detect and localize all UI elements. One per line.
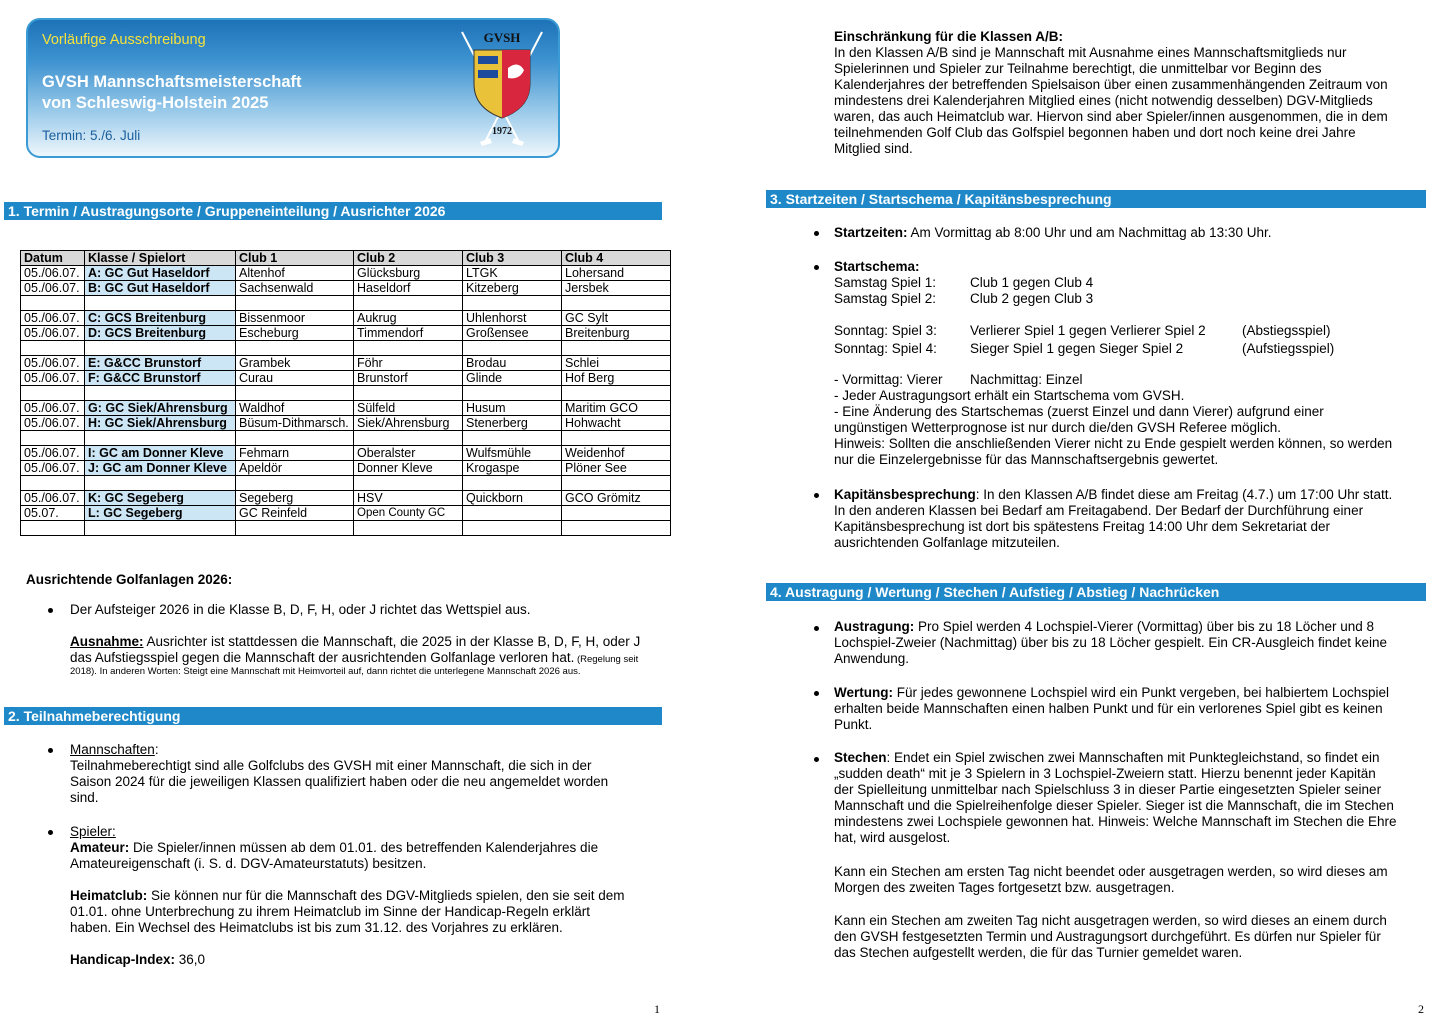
startzeiten-label: Startzeiten: [834,225,908,240]
handicap-value: 36,0 [175,952,206,967]
text-line: ungünstigen Wetterprognose ist nur durch die/den GVSH Referee möglich. [834,420,1282,435]
table-cell [85,386,236,401]
page-number-left: 1 [654,1002,660,1016]
table-row [21,326,671,341]
table-cell: Stenerberg [463,416,562,431]
col-header: Klasse / Spielort [85,251,236,266]
einschraenkung-heading: Einschränkung für die Klassen A/B: [834,29,1064,44]
logo-year: 1972 [492,126,512,137]
table-cell [354,341,463,356]
table-row [21,341,671,356]
table-cell: Kitzeberg [463,281,562,296]
table-row [21,401,671,416]
banner-title-line2: von Schleswig-Holstein 2025 [42,94,269,112]
text-line: Spielerinnen und Spieler zur Teilnahme berechtigt, die unmittelbar vor Beginn des [834,61,1322,76]
kapitaen-label: Kapitänsbesprechung [834,487,976,502]
col-header: Club 2 [354,251,463,266]
text-line: teilnehmenden Golf Club das Golfspiel begonnen haben und dort noch keine drei Jahre [834,125,1356,140]
table-row [21,371,671,386]
group-table-body [21,251,671,536]
table-cell: Fehmarn [236,446,354,461]
table-cell: 05./06.07. [21,371,85,386]
text-line: den GVSH festgesetzten Termin und Austragungsort durchgeführt. Es dürfen nur Spieler für [834,929,1381,944]
bullet-icon [814,493,819,498]
table-cell: G: GC Siek/Ahrensburg [85,401,236,416]
table-cell [21,431,85,446]
table-row [21,431,671,446]
table-cell: Oberalster [354,446,463,461]
table-cell: 05./06.07. [21,281,85,296]
table-cell: Glücksburg [354,266,463,281]
table-cell: Großensee [463,326,562,341]
text-line: - Jeder Austragungsort erhält ein Startschema vom GVSH. [834,388,1185,403]
col-header: Club 4 [562,251,671,266]
heimatclub-line1: Sie können nur für die Mannschaft des DGV-Mitglieds spielen, den sie seit dem [147,888,625,903]
schema-day: Samstag Spiel 2: [834,291,937,306]
banner-title [42,72,302,114]
stechen-line1: : Endet ein Spiel zwischen zwei Mannschaften mit Punktegleichstand, so findet ein [886,750,1380,765]
amateur-line1: Die Spieler/innen müssen ab dem 01.01. des betreffenden Kalenderjahres die [129,840,599,855]
table-cell: GC Sylt [562,311,671,326]
table-cell: Sülfeld [354,401,463,416]
table-cell: Siek/Ahrensburg [354,416,463,431]
table-cell: 05./06.07. [21,491,85,506]
table-cell: Sachsenwald [236,281,354,296]
dash-nachmittag: Nachmittag: Einzel [970,372,1083,387]
table-cell: GCO Grömitz [562,491,671,506]
table-cell: Glinde [463,371,562,386]
table-cell: Apeldör [236,461,354,476]
text-line: Anwendung. [834,651,910,666]
table-cell [236,386,354,401]
text-line: der Spielleitung unmittelbar nach Spielschluss 3 in dieser Partie eingesetzten Spieler seiner [834,782,1382,797]
kapitaen-text [834,503,1426,551]
table-cell: 05./06.07. [21,416,85,431]
table-cell: Wulfsmühle [463,446,562,461]
schema-note: (Aufstiegsspiel) [1242,341,1335,356]
table-cell: 05./06.07. [21,461,85,476]
table-cell: Escheburg [236,326,354,341]
table-cell: Uhlenhorst [463,311,562,326]
amateur-label: Amateur: [70,840,130,855]
stechen [834,750,1426,846]
table-cell: I: GC am Donner Kleve [85,446,236,461]
table-cell [21,341,85,356]
ausrichter-bullet: Der Aufsteiger 2026 in die Klasse B, D, F, H, oder J richtet das Wettspiel aus. [70,602,531,617]
heimatclub-line3: haben. Ein Wechsel des Heimatclubs ist bis zum 31.12. des Vorjahres zu erklären. [70,920,563,935]
table-cell: Föhr [354,356,463,371]
amateur-line2: Amateureigenschaft (i. S. d. DGV-Amateurstatuts) besitzen. [70,856,427,871]
title-banner [26,18,560,158]
table-cell [354,521,463,536]
table-cell [85,521,236,536]
table-cell: LTGK [463,266,562,281]
table-row [21,491,671,506]
bullet-icon [814,626,819,631]
text-line: Punkt. [834,717,873,732]
table-row [21,311,671,326]
text-line: Kann ein Stechen am ersten Tag nicht beendet oder ausgetragen werden, so wird dieses am [834,864,1388,879]
table-cell: 05./06.07. [21,446,85,461]
table-cell: GC Reinfeld [236,506,354,521]
table-cell [354,476,463,491]
table-cell: Aukrug [354,311,463,326]
table-cell [562,476,671,491]
table-cell [562,506,671,521]
text-line: In den anderen Klassen bei Bedarf am Freitagabend. Der Bedarf der Durchführung einer [834,503,1364,518]
table-cell: 05./06.07. [21,326,85,341]
section-4-heading: 4. Austragung / Wertung / Stechen / Aufstieg / Abstieg / Nachrücken [766,583,1426,601]
table-cell: A: GC Gut Haseldorf [85,266,236,281]
mannschaften-label: Mannschaften [70,742,155,757]
startzeiten-text: Am Vormittag ab 8:00 Uhr und am Nachmittag ab 13:30 Uhr. [907,225,1272,240]
table-cell: K: GC Segeberg [85,491,236,506]
table-cell: Haseldorf [354,281,463,296]
table-cell: Plöner See [562,461,671,476]
wertung-line1: Für jedes gewonnene Lochspiel wird ein Punkt vergeben, bei halbiertem Lochspiel [893,685,1390,700]
text-line: hat, wird ausgelost. [834,830,951,845]
text-line: mindestens zwei Lochspiele gewonnen hat. Hinweis: Welche Mannschaft im Stechen die Ehre [834,814,1397,829]
ausnahme-paragraph [70,634,660,677]
schema-day: Sonntag: Spiel 4: [834,341,937,356]
startzeiten [834,225,1271,241]
kapitaensbesprechung [834,487,1426,551]
banner-title-line1: GVSH Mannschaftsmeisterschaft [42,73,302,91]
table-row [21,281,671,296]
mannschaften-line: sind. [70,790,99,805]
text-line: Mitglied sind. [834,141,913,156]
bullet-icon [48,608,53,613]
text-line: Mannschaft und die Spielreihenfolge dieser Spieler. Sieger ist die Mannschaft, die im Stechen [834,798,1394,813]
ausnahme-line1: Ausrichter ist stattdessen die Mannschaft, die 2025 in der Klasse B, D, F, H, oder J [143,634,641,649]
mannschaften-block: Mannschaften: Teilnahmeberechtigt sind alle Golfclubs des GVSH mit einer Mannschaft, die sich in der Saison 2024 für die jeweiligen Klassen qualifiziert haben oder die neu angemeldet worden sind. [70,742,660,806]
table-cell: 05./06.07. [21,311,85,326]
text-line: ausrichtenden Golfanlage mitzuteilen. [834,535,1060,550]
text-line: Hinweis: Sollten die anschließenden Vierer nicht zu Ende gespielt werden können, so werden [834,436,1393,451]
schema-match: Club 1 gegen Club 4 [970,275,1094,290]
text-line: mindestens drei Kalenderjahren Mitglied eines (nicht notwendig desselben) DGV-Mitglieds [834,93,1373,108]
col-header: Club 1 [236,251,354,266]
table-cell: Lohersand [562,266,671,281]
table-cell [354,431,463,446]
wertung-text [834,701,1426,733]
table-cell: H: GC Siek/Ahrensburg [85,416,236,431]
table-cell: Hof Berg [562,371,671,386]
table-row [21,446,671,461]
table-cell: Jersbek [562,281,671,296]
ausrichter-heading: Ausrichtende Golfanlagen 2026: [26,572,233,587]
table-cell [562,296,671,311]
table-cell: J: GC am Donner Kleve [85,461,236,476]
table-cell [463,296,562,311]
table-cell [354,296,463,311]
wertung [834,685,1426,733]
table-cell [21,476,85,491]
schema-day: Samstag Spiel 1: [834,275,937,290]
table-row [21,506,671,521]
stechen-paragraph-2 [834,864,1426,896]
table-cell: Brunstorf [354,371,463,386]
col-header: Datum [21,251,85,266]
table-cell: Quickborn [463,491,562,506]
table-cell: Breitenburg [562,326,671,341]
startschema-label: Startschema: [834,259,920,274]
section-1-heading: 1. Termin / Austragungsorte / Gruppeneinteilung / Ausrichter 2026 [4,202,662,220]
table-cell: 05./06.07. [21,401,85,416]
spieler-label: Spieler: [70,824,116,839]
text-line: waren, das auch Heimatclub war. Hiervon sind aber Spieler/innen ausgenommen, die in dem [834,109,1388,124]
table-cell [354,386,463,401]
text-line: - Eine Änderung des Startschemas (zuerst Einzel und dann Vierer) aufgrund einer [834,404,1324,419]
table-cell: Curau [236,371,354,386]
table-cell [463,386,562,401]
table-cell: Open County GC [354,506,463,521]
table-cell [463,521,562,536]
text-line: erhalten beide Mannschaften einen halben Punkt und für ein verlorenes Spiel gibt es keinen [834,701,1383,716]
table-header-row [21,251,671,266]
table-cell [21,521,85,536]
table-cell: Husum [463,401,562,416]
ausnahme-small1: (Regelung seit [574,654,639,665]
schema-match: Verlierer Spiel 1 gegen Verlierer Spiel 2 [970,323,1206,338]
table-cell [562,386,671,401]
table-cell: Büsum-Dithmarsch. [236,416,354,431]
table-cell: Grambek [236,356,354,371]
bullet-icon [814,757,819,762]
table-cell [562,521,671,536]
text-line: Morgen des zweiten Tages fortgesetzt bzw. ausgetragen. [834,880,1175,895]
mannschaften-line: Saison 2024 für die jeweiligen Klassen qualifiziert haben oder die neu angemeldet worden [70,774,609,789]
schema-note: (Abstiegsspiel) [1242,323,1331,338]
austragung-label: Austragung: [834,619,915,634]
page-number-right: 2 [1418,1002,1424,1016]
table-cell [85,431,236,446]
table-cell [85,296,236,311]
austragung-line1: Pro Spiel werden 4 Lochspiel-Vierer (Vormittag) über bis zu 18 Löcher und 8 [914,619,1375,634]
wertung-label: Wertung: [834,685,893,700]
table-cell: Bissenmoor [236,311,354,326]
table-cell [85,341,236,356]
table-cell [236,341,354,356]
table-cell: HSV [354,491,463,506]
table-cell [236,431,354,446]
austragung-text [834,635,1426,667]
table-cell: L: GC Segeberg [85,506,236,521]
table-cell [236,521,354,536]
table-cell [463,431,562,446]
table-cell: Altenhof [236,266,354,281]
table-cell [463,506,562,521]
ausnahme-small2: 2018). In anderen Worten: Steigt eine Mannschaft mit Heimvorteil auf, dann richtet die unterlegene Mannschaft 2026 aus. [70,666,581,677]
table-cell: Schlei [562,356,671,371]
table-cell: Krogaspe [463,461,562,476]
ausnahme-line2: das Aufstiegsspiel gegen die Mannschaft der ausrichtenden Golfanlage verloren hat. [70,650,575,665]
table-cell [463,476,562,491]
bullet-icon [48,748,53,753]
text-line: das Stechen aufgestellt werden, die für das Turnier gemeldet waren. [834,945,1243,960]
bullet-icon [48,830,53,835]
table-cell: Weidenhof [562,446,671,461]
section-3-heading: 3. Startzeiten / Startschema / Kapitänsbesprechung [766,190,1426,208]
table-row [21,296,671,311]
table-cell [21,296,85,311]
austragung [834,619,1426,667]
table-row [21,386,671,401]
section-2-heading: 2. Teilnahmeberechtigung [4,707,662,725]
table-cell: 05./06.07. [21,266,85,281]
text-line: Kann ein Stechen am zweiten Tag nicht ausgetragen werden, so wird dieses an einem durch [834,913,1387,928]
table-cell: F: G&CC Brunstorf [85,371,236,386]
text-line: Kalenderjahres der betreffenden Spielsaison über einen zusammenhängenden Zeitraum von [834,77,1388,92]
einschraenkung-block [834,29,1424,157]
handicap-label: Handicap-Index: [70,952,176,967]
text-line: Lochspiel-Zweier (Nachmittag) über bis zu 18 Löcher gespielt. Ein CR-Ausgleich findet keine [834,635,1388,650]
bullet-icon [814,691,819,696]
table-row [21,461,671,476]
table-cell: Hohwacht [562,416,671,431]
startschema-notes [834,388,1426,468]
table-cell: Waldhof [236,401,354,416]
table-cell: Maritim GCO [562,401,671,416]
table-cell [562,431,671,446]
spieler-block [70,824,660,968]
table-cell [21,386,85,401]
text-line: Kapitänsbesprechung ist dort bis spätestens Freitag 14:00 Uhr dem Sekretariat der [834,519,1331,534]
bullet-icon [814,265,819,270]
table-row [21,476,671,491]
gvsh-logo-icon [454,22,550,152]
text-line: In den Klassen A/B sind je Mannschaft mit Ausnahme eines Mannschaftsmitglieds nur [834,45,1347,60]
startschema-table [834,275,1394,365]
table-cell: 05.07. [21,506,85,521]
table-cell: 05./06.07. [21,356,85,371]
heimatclub-label: Heimatclub: [70,888,148,903]
col-header: Club 3 [463,251,562,266]
banner-pre: Vorläufige Ausschreibung [42,32,206,48]
stechen-paragraph-3 [834,913,1426,961]
schema-match: Club 2 gegen Club 3 [970,291,1094,306]
table-cell [463,341,562,356]
stechen-text [834,766,1426,846]
table-row [21,266,671,281]
group-table [20,250,671,536]
table-cell [562,341,671,356]
logo-text: GVSH [483,30,521,45]
text-line: nur die Einzelergebnisse für das Mannschaftsergebnis gewertet. [834,452,1219,467]
schema-day: Sonntag: Spiel 3: [834,323,937,338]
stechen-label: Stechen [834,750,887,765]
table-cell [236,296,354,311]
table-cell: Brodau [463,356,562,371]
schema-match: Sieger Spiel 1 gegen Sieger Spiel 2 [970,341,1184,356]
table-row [21,416,671,431]
heimatclub-line2: 01.01. ohne Unterbrechung zu ihrem Heimatclub im Sinne der Handicap-Regeln erklärt [70,904,591,919]
table-row [21,521,671,536]
einschraenkung-text [834,45,1424,157]
dash-vormittag: - Vormittag: Vierer [834,372,943,387]
mannschaften-line: Teilnahmeberechtigt sind alle Golfclubs des GVSH mit einer Mannschaft, die sich in der [70,758,592,773]
table-cell: Segeberg [236,491,354,506]
table-cell: D: GCS Breitenburg [85,326,236,341]
table-cell [85,476,236,491]
table-cell: C: GCS Breitenburg [85,311,236,326]
table-cell: Donner Kleve [354,461,463,476]
ausnahme-label: Ausnahme: [70,634,144,649]
kapitaen-line1: : In den Klassen A/B findet diese am Freitag (4.7.) um 17:00 Uhr statt. [975,487,1393,502]
table-cell: E: G&CC Brunstorf [85,356,236,371]
bullet-icon [814,231,819,236]
table-cell: Timmendorf [354,326,463,341]
banner-termin: Termin: 5./6. Juli [42,128,141,143]
table-cell: B: GC Gut Haseldorf [85,281,236,296]
text-line: „sudden death“ mit je 3 Spielern in 3 Lochspiel-Zweiern statt. Hierzu benennt jeder Kapitän [834,766,1376,781]
table-row [21,356,671,371]
table-cell [236,476,354,491]
